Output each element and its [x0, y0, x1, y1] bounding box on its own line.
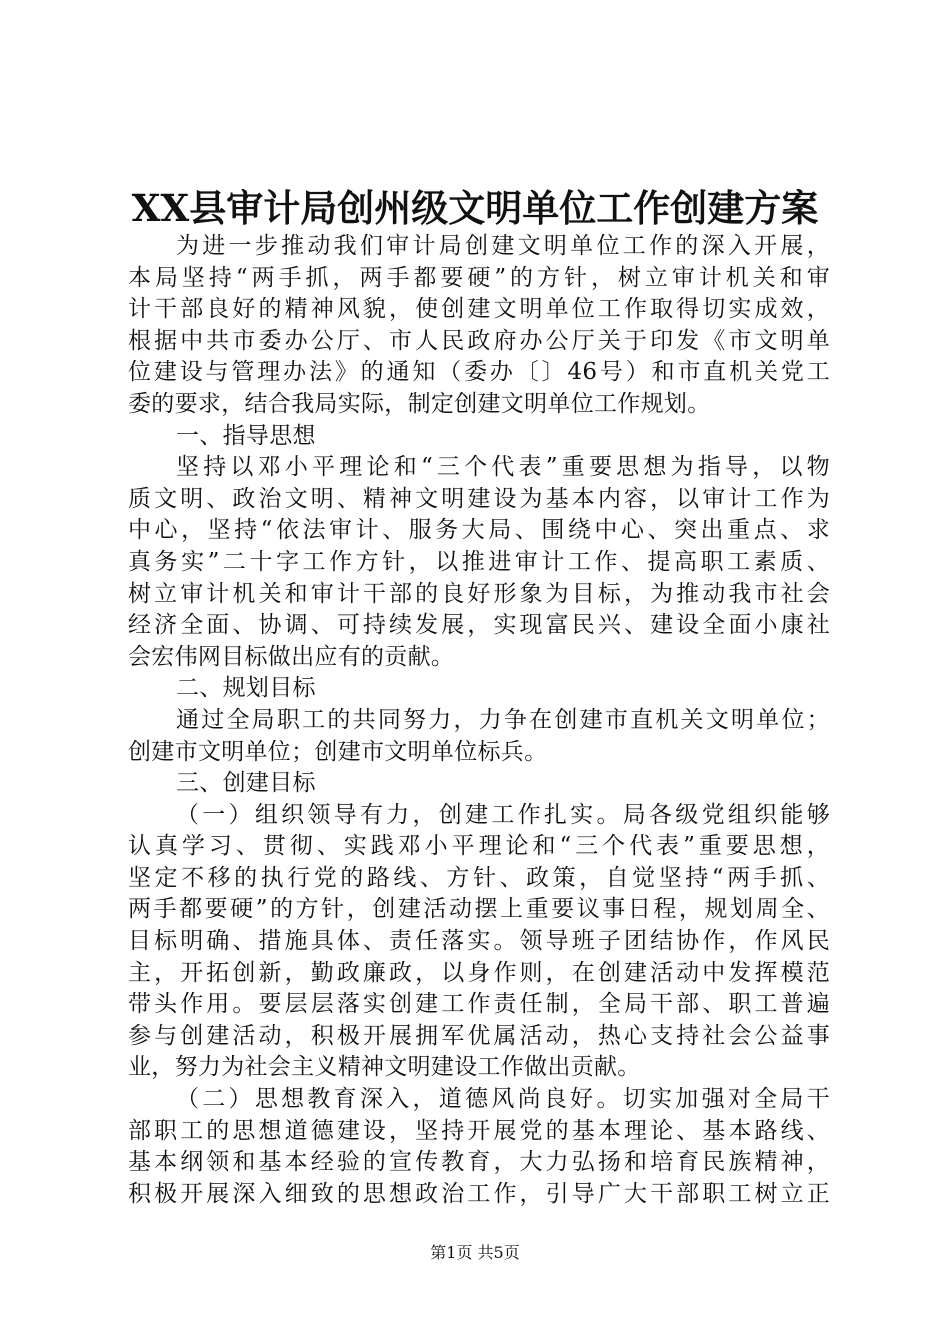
text-line: 计干部良好的精神风貌，使创建文明单位工作取得切实成效，	[128, 296, 830, 323]
text-line: 位建设与管理办法》的通知（委办〔〕46号）和市直机关党工	[128, 359, 830, 386]
text-line: 经济全面、协调、可持续发展，实现富民兴、建设全面小康社	[128, 612, 830, 639]
text-line: 坚持以邓小平理论和“三个代表”重要思想为指导，以物	[176, 454, 830, 481]
text-line: 业，努力为社会主义精神文明建设工作做出贡献。	[128, 1054, 641, 1081]
text-line: 两手都要硬”的方针，创建活动摆上重要议事日程，规划周全、	[128, 896, 830, 923]
page-footer: 第1页 共5页	[430, 1243, 520, 1262]
text-line: 质文明、政治文明、精神文明建设为基本内容，以审计工作为	[128, 485, 830, 512]
section-heading: 三、创建目标	[176, 770, 316, 797]
text-line: 参与创建活动，积极开展拥军优属活动，热心支持社会公益事	[128, 1022, 830, 1049]
text-line: 主，开拓创新，勤政廉政，以身作则，在创建活动中发挥模范	[128, 959, 830, 986]
text-line: 部职工的思想道德建设，坚持开展党的基本理论、基本路线、	[128, 1117, 830, 1144]
text-line: 基本纲领和基本经验的宣传教育，大力弘扬和培育民族精神，	[128, 1149, 830, 1176]
section-heading: 一、指导思想	[176, 422, 316, 449]
text-line: （二）思想教育深入，道德风尚良好。切实加强对全局干	[176, 1086, 830, 1113]
text-line: 真务实”二十字工作方针，以推进审计工作、提高职工素质、	[128, 548, 830, 575]
document-title: XX县审计局创州级文明单位工作创建方案	[131, 186, 819, 230]
text-line: 根据中共市委办公厅、市人民政府办公厅关于印发《市文明单	[128, 327, 830, 354]
text-line: 认真学习、贯彻、实践邓小平理论和“三个代表”重要思想，	[128, 833, 830, 860]
text-line: 树立审计机关和审计干部的良好形象为目标，为推动我市社会	[128, 580, 830, 607]
document-body	[128, 231, 830, 1210]
text-line: （一）组织领导有力，创建工作扎实。局各级党组织能够	[176, 801, 830, 828]
text-line: 坚定不移的执行党的路线、方针、政策，自觉坚持“两手抓、	[128, 864, 830, 891]
text-line: 为进一步推动我们审计局创建文明单位工作的深入开展，	[176, 233, 830, 259]
text-line: 带头作用。要层层落实创建工作责任制，全局干部、职工普遍	[128, 991, 830, 1018]
text-line: 中心，坚持“依法审计、服务大局、围绕中心、突出重点、求	[128, 517, 830, 544]
text-line: 积极开展深入细致的思想政治工作，引导广大干部职工树立正	[128, 1180, 830, 1207]
text-line: 通过全局职工的共同努力，力争在创建市直机关文明单位；	[176, 706, 830, 733]
text-line: 委的要求，结合我局实际，制定创建文明单位工作规划。	[128, 390, 711, 417]
text-line: 本局坚持“两手抓，两手都要硬”的方针，树立审计机关和审	[128, 264, 830, 291]
text-line: 目标明确、措施具体、责任落实。领导班子团结协作，作风民	[128, 928, 830, 955]
text-line: 创建市文明单位；创建市文明单位标兵。	[128, 738, 548, 765]
section-heading: 二、规划目标	[176, 675, 316, 702]
text-line: 会宏伟网目标做出应有的贡献。	[128, 643, 455, 670]
